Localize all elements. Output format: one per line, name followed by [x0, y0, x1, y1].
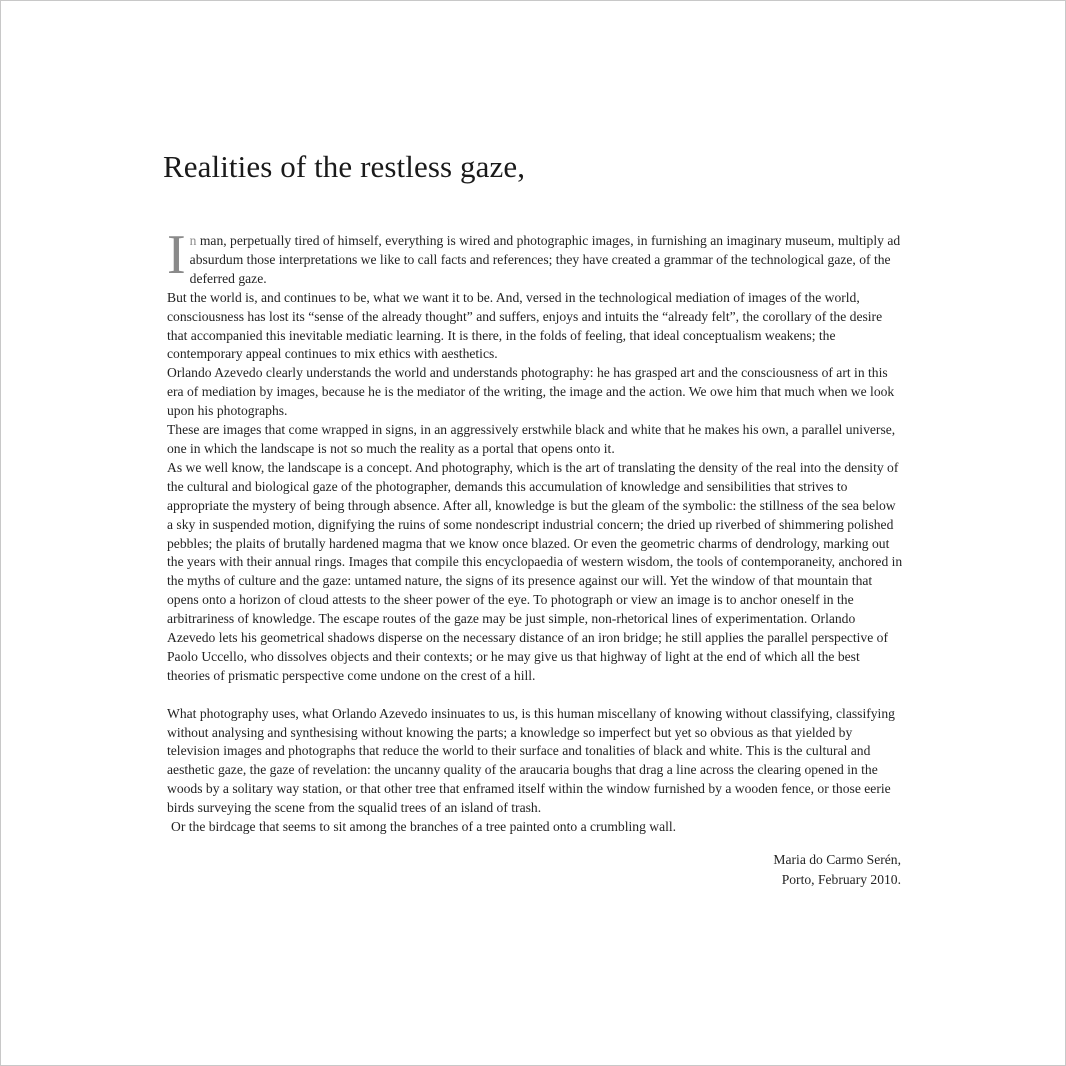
- paragraph-5: What photography uses, what Orlando Azevedo insinuates to us, is this human miscellany of knowing without classifying, classifying without analysing and synthesising without knowing the parts; a knowledge so imperfect but yet so obvious as that yielded by television images and photographs that reduce the world to their surface and tonalities of black and white. This is the cultural and aesthetic gaze, the gaze of revelation: the uncanny quality of the araucaria boughs that drag a line across the clearing opened in the woods by a solitary way station, or that other tree that enframed itself within the window furnished by a wooden fence, or those eerie birds surveying the scene from the squalid trees of an island of trash.: [167, 705, 895, 816]
- drop-cap: I: [167, 232, 186, 286]
- paragraph-2: Orlando Azevedo clearly understands the world and understands photography: he has grasped art and the consciousness of art in this era of mediation by images, because he is the mediator of the writing, the image and the action. We owe him that much when we look upon his photographs.: [167, 365, 895, 419]
- paragraph-break: [167, 686, 905, 705]
- author-name: Maria do Carmo Serén,: [773, 852, 901, 867]
- essay-body: [167, 232, 905, 837]
- paragraph-1: But the world is, and continues to be, what we want it to be. And, versed in the technological mediation of images of the world, consciousness has lost its “sense of the already thought” and suffers, enjoys and intuits the “already felt”, the corollary of the desire that accompanied this inevitable mediatic learning. It is there, in the folds of feeling, that ideal conceptualism weakens; the contemporary appeal continues to mix ethics with aesthetics.: [167, 289, 883, 362]
- place-date: Porto, February 2010.: [781, 871, 901, 887]
- paragraph-3: These are images that come wrapped in signs, in an aggressively erstwhile black and white that he makes his own, a parallel universe, one in which the landscape is not so much the reality as a portal that opens onto it.: [167, 422, 896, 456]
- paragraph-6: Or the birdcage that seems to sit among the branches of a tree painted onto a crumbling wall.: [171, 819, 677, 835]
- intro-text: man, perpetually tired of himself, everything is wired and photographic images, in furnishing an imaginary museum, multiply ad absurdum those interpretations we like to call facts and references; they have created a grammar of the technological gaze, of the deferred gaze.: [189, 233, 901, 286]
- signature-block: [773, 850, 901, 889]
- paragraph-4: As we well know, the landscape is a concept. And photography, which is the art of translating the density of the real into the density of the cultural and biological gaze of the photographer, demands this accumulation of knowledge and sensibilities that strives to appropriate the mystery of being through absence. After all, knowledge is but the gleam of the symbolic: the stillness of the sea below a sky in suspended motion, dignifying the ruins of some nondescript industrial concern; the dried up riverbed of shimmering polished pebbles; the plaits of brutally hardened magma that we know once blazed. Or even the geometric charms of dendrology, marking out the years with their annual rings. Images that compile this encyclopaedia of western wisdom, the tools of contemporaneity, anchored in the myths of culture and the gaze: untamed nature, the signs of its presence against our will. Yet the window of that mountain that opens onto a horizon of cloud attests to the sheer power of the eye. To photograph or view an image is to anchor oneself in the arbitrariness of knowledge. The escape routes of the gaze may be just simple, non-rhetorical lines of experimentation. Orlando Azevedo lets his geometrical shadows disperse on the necessary distance of an iron bridge; he still applies the parallel perspective of Paolo Uccello, who dissolves objects and their contexts; or he may give us that highway of light at the end of which all the best theories of prismatic perspective come undone on the crest of a hill.: [167, 459, 903, 683]
- drop-cap-continuation: n: [189, 233, 197, 248]
- essay-title: Realities of the restless gaze,: [163, 149, 526, 184]
- intro-paragraph: [167, 232, 905, 289]
